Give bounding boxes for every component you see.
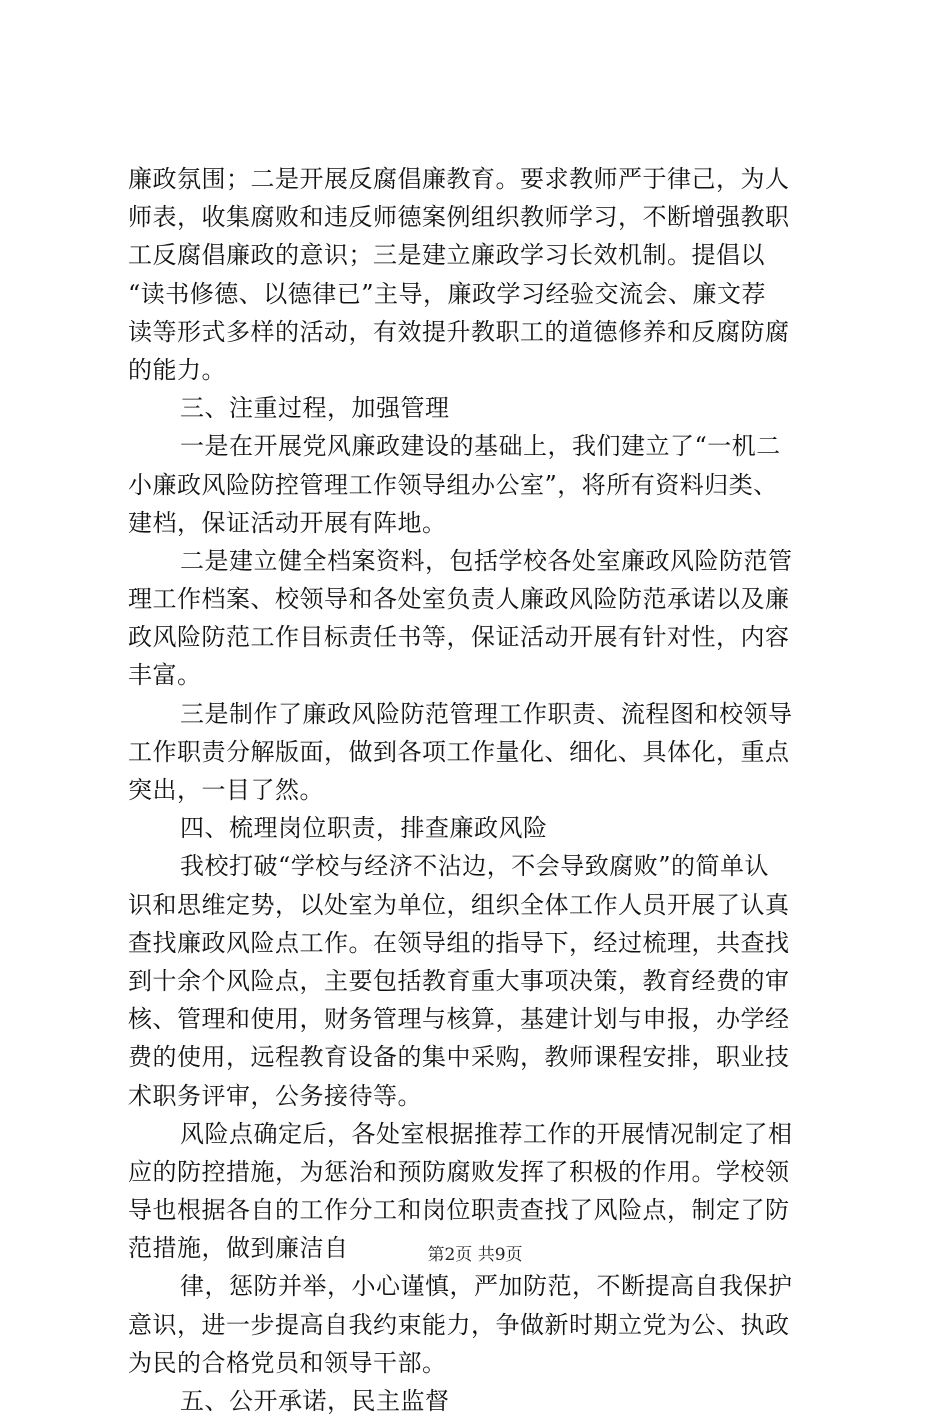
text-line: 查找廉政风险点工作。在领导组的指导下，经过梳理，共查找 <box>128 928 790 957</box>
text-line: 突出，一目了然。 <box>128 776 324 804</box>
text-line: 师表，收集腐败和违反师德案例组织教师学习，不断增强教职 <box>128 203 790 232</box>
text-line: 核、管理和使用，财务管理与核算，基建计划与申报，办学经 <box>128 1005 790 1034</box>
text-line: 五、公开承诺，民主监督 <box>180 1387 450 1415</box>
text-line: 术职务评审，公务接待等。 <box>128 1081 422 1110</box>
text-line: 意识，进一步提高自我约束能力，争做新时期立党为公、执政 <box>128 1310 790 1339</box>
text-line: 识和思维定势，以处室为单位，组织全体工作人员开展了认真 <box>128 890 790 919</box>
text-line: 费的使用，远程教育设备的集中采购，教师课程安排，职业技 <box>128 1043 790 1072</box>
text-line: 范措施，做到廉洁自 <box>128 1234 349 1263</box>
text-line: 工反腐倡廉政的意识；三是建立廉政学习长效机制。提倡以 <box>128 241 765 270</box>
text-line: 我校打破“学校与经济不沾边，不会导致腐败”的简单认 <box>180 852 770 881</box>
text-line: 工作职责分解版面，做到各项工作量化、细化、具体化，重点 <box>128 737 790 766</box>
text-line: 政风险防范工作目标责任书等，保证活动开展有针对性，内容 <box>128 623 790 652</box>
text-line: 导也根据各自的工作分工和岗位职责查找了风险点，制定了防 <box>128 1196 790 1225</box>
text-line: 应的防控措施，为惩治和预防腐败发挥了积极的作用。学校领 <box>128 1157 790 1186</box>
text-line: “读书修德、以德律已”主导，廉政学习经验交流会、廉文荐 <box>128 279 767 308</box>
text-line: 四、梳理岗位职责，排查廉政风险 <box>180 814 548 843</box>
page-number: 第2页 共9页 <box>427 1245 523 1265</box>
text-line: 理工作档案、校领导和各处室负责人廉政风险防范承诺以及廉 <box>128 585 790 614</box>
text-line: 建档，保证活动开展有阵地。 <box>128 508 447 537</box>
text-line: 丰富。 <box>128 661 202 690</box>
text-line: 廉政氛围；二是开展反腐倡廉教育。要求教师严于律己，为人 <box>128 165 790 193</box>
text-line: 风险点确定后，各处室根据推荐工作的开展情况制定了相 <box>180 1119 793 1148</box>
text-line: 读等形式多样的活动，有效提升教职工的道德修养和反腐防腐 <box>128 317 790 346</box>
text-line: 律，惩防并举，小心谨慎，严加防范，不断提高自我保护 <box>180 1272 793 1301</box>
text-line: 为民的合格党员和领导干部。 <box>128 1348 447 1377</box>
text-line: 二是建立健全档案资料，包括学校各处室廉政风险防范管 <box>180 546 793 575</box>
text-line: 到十余个风险点，主要包括教育重大事项决策，教育经费的审 <box>128 966 790 995</box>
text-line: 的能力。 <box>128 355 226 384</box>
text-line: 小廉政风险防控管理工作领导组办公室”，将所有资料归类、 <box>128 470 778 499</box>
text-line: 三、注重过程，加强管理 <box>180 394 450 423</box>
text-line: 三是制作了廉政风险防范管理工作职责、流程图和校领导 <box>180 699 793 728</box>
text-line: 一是在开展党风廉政建设的基础上，我们建立了“一机二 <box>180 432 781 461</box>
document-body <box>128 160 828 1420</box>
